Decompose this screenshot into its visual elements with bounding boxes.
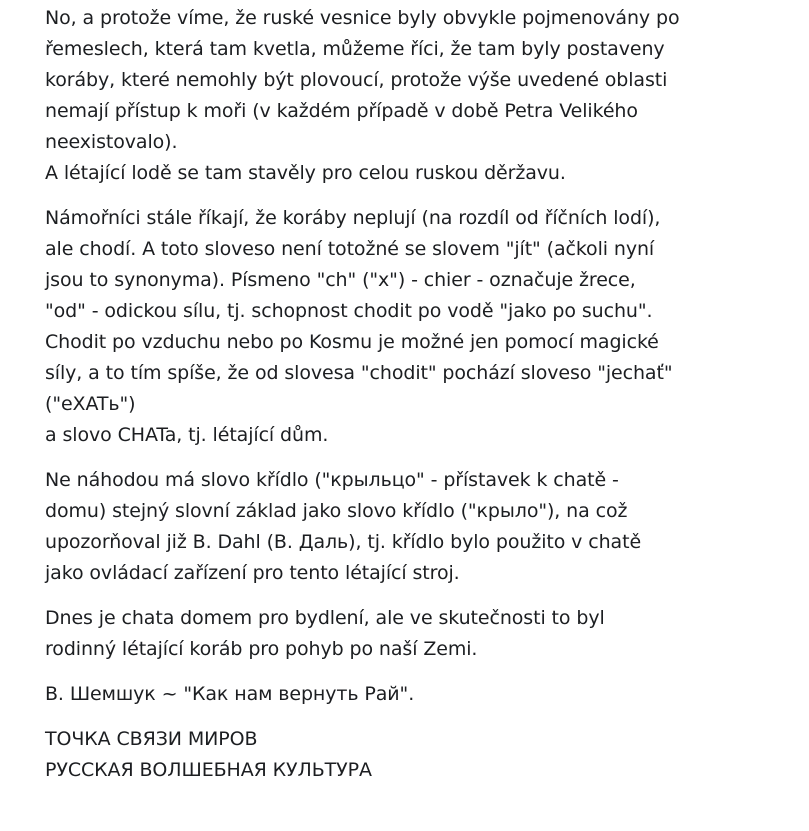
paragraph-signature bbox=[45, 724, 775, 786]
text-line: síly, a to tím spíše, že od slovesa "chodit" pochází sloveso "jechať" bbox=[45, 362, 673, 384]
text-line: řemeslech, která tam kvetla, můžeme říci, že tam byly postaveny bbox=[45, 38, 665, 60]
post-body bbox=[45, 0, 775, 800]
paragraph-villages bbox=[45, 0, 775, 189]
text-line: a slovo CHATa, tj. létající dům. bbox=[45, 424, 329, 446]
text-line: ale chodí. A toto sloveso není totožné se slovem "jít" (ačkoli nyní bbox=[45, 238, 655, 260]
paragraph-today bbox=[45, 603, 775, 665]
text-line: jako ovládací zařízení pro tento létající stroj. bbox=[45, 562, 460, 584]
text-line: nemají přístup k moři (v každém případě v době Petra Velikého bbox=[45, 100, 638, 122]
text-line: РУССКАЯ ВОЛШЕБНАЯ КУЛЬТУРА bbox=[45, 759, 372, 781]
text-line: Dnes je chata domem pro bydlení, ale ve skutečnosti to byl bbox=[45, 607, 605, 629]
paragraph-citation bbox=[45, 679, 775, 710]
text-line: ТОЧКА СВЯЗИ МИРОВ bbox=[45, 728, 258, 750]
text-line: A létající lodě se tam stavěly pro celou ruskou děržavu. bbox=[45, 162, 566, 184]
text-line: No, a protože víme, že ruské vesnice byly obvykle pojmenovány po bbox=[45, 7, 680, 29]
text-line: upozorňoval již B. Dahl (В. Даль), tj. křídlo bylo použito v chatě bbox=[45, 531, 642, 553]
text-line: rodinný létající koráb pro pohyb po naší Zemi. bbox=[45, 638, 478, 660]
text-line: Námořníci stále říkají, že koráby neplují (na rozdíl od říčních lodí), bbox=[45, 207, 661, 229]
text-line: neexistovalo). bbox=[45, 131, 178, 153]
text-line: "od" - odickou sílu, tj. schopnost chodit po vodě "jako po suchu". bbox=[45, 300, 653, 322]
text-line: Chodit po vzduchu nebo po Kosmu je možné jen pomocí magické bbox=[45, 331, 659, 353]
text-line: jsou to synonyma). Písmeno "ch" ("х") - chier - označuje žrece, bbox=[45, 269, 636, 291]
text-line: В. Шемшук ~ "Как нам вернуть Рай". bbox=[45, 683, 415, 705]
paragraph-wing bbox=[45, 465, 775, 589]
text-line: ("eXATь") bbox=[45, 393, 136, 415]
text-line: domu) stejný slovní základ jako slovo křídlo ("крыло"), na což bbox=[45, 500, 628, 522]
text-line: Ne náhodou má slovo křídlo ("крыльцо" - přístavek k chatě - bbox=[45, 469, 619, 491]
text-line: koráby, které nemohly být plovoucí, protože výše uvedené oblasti bbox=[45, 69, 668, 91]
paragraph-sailors bbox=[45, 203, 775, 451]
